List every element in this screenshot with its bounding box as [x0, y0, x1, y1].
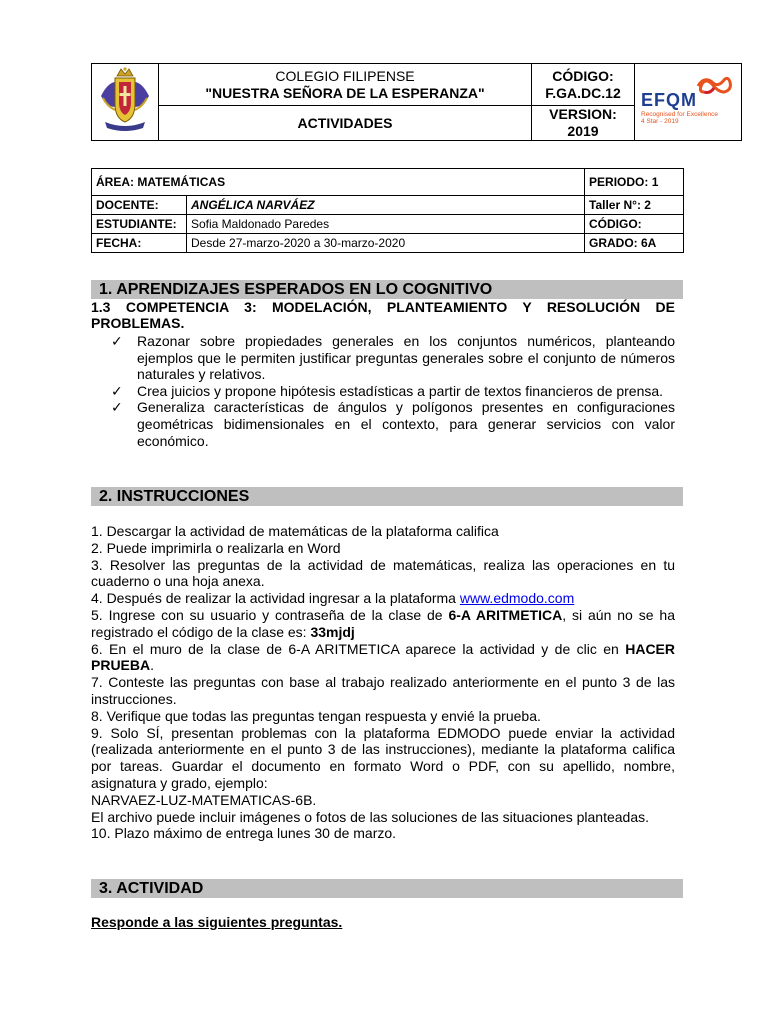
- section-title-actividad: 3. ACTIVIDAD: [91, 879, 683, 898]
- instruction-5: 5. Ingrese con su usuario y contraseña de la clase de 6-A ARITMETICA, si aún no se ha registrado el código de la clase es: 33mjdj: [91, 606, 675, 640]
- instruction-2: 2. Puede imprimirla o realizarla en Word: [91, 539, 341, 556]
- instruction-8: 8. Verifique que todas las preguntas tengan respuesta y envié la prueba.: [91, 707, 541, 724]
- instructions-list: [91, 523, 675, 842]
- instruction-6: 6. En el muro de la clase de 6-A ARITMETICA aparece la actividad y de clic en HACER PRUEBA.: [91, 640, 675, 674]
- grado-cell: GRADO: 6A: [585, 234, 684, 253]
- version-label: VERSION:: [549, 106, 617, 122]
- instruction-3: 3. Resolver las preguntas de la actividad de matemáticas, realiza las operaciones en tu cuaderno o una hoja anexa.: [91, 556, 675, 590]
- instruction-9: 9. Solo SÍ, presentan problemas con la plataforma EDMODO puede enviar la actividad (realizada anteriormente en el punto 3 de las instrucciones), mediante la plataforma califica por tareas. Guardar el documento en formato Word o PDF, con su apellido, nombre, asignatura y grado, ejemplo:: [91, 724, 675, 791]
- document-version: [532, 106, 635, 141]
- check-icon: ✓: [111, 399, 123, 416]
- instruction-9-note: El archivo puede incluir imágenes o fotos de las soluciones de las situaciones planteadas.: [91, 808, 650, 825]
- code-label: CÓDIGO:: [552, 67, 614, 84]
- school-name-line2: "NUESTRA SEÑORA DE LA ESPERANZA": [205, 84, 485, 101]
- efqm-logo: [635, 64, 742, 141]
- student-info-table: [91, 168, 684, 253]
- respond-heading: Responde a las siguientes preguntas.: [91, 914, 343, 930]
- area-cell: ÁREA: MATEMÁTICAS: [92, 169, 585, 196]
- codigo-cell: CÓDIGO:: [585, 215, 684, 234]
- edmodo-link[interactable]: www.edmodo.com: [459, 590, 575, 607]
- crest-icon: [95, 66, 155, 134]
- version-value: 2019: [567, 123, 599, 139]
- instruction-9-example: NARVAEZ-LUZ-MATEMATICAS-6B.: [91, 791, 317, 808]
- instruction-10: 10. Plazo máximo de entrega lunes 30 de marzo.: [91, 825, 397, 842]
- instruction-1: 1. Descargar la actividad de matemáticas de la plataforma califica: [91, 523, 499, 539]
- estudiante-value: Sofia Maldonado Paredes: [187, 215, 585, 234]
- taller-cell: Taller N°: 2: [585, 196, 684, 215]
- code-value: F.GA.DC.12: [545, 84, 621, 101]
- competencia-heading: 1.3 COMPETENCIA 3: MODELACIÓN, PLANTEAMIENTO Y RESOLUCIÓN DE PROBLEMAS.: [91, 299, 675, 331]
- efqm-brand: EFQM: [641, 89, 697, 110]
- fecha-value: Desde 27-marzo-2020 a 30-marzo-2020: [187, 234, 585, 253]
- instruction-4: 4. Después de realizar la actividad ingresar a la plataforma www.edmodo.com: [91, 590, 575, 607]
- docente-value: ANGÉLICA NARVÁEZ: [187, 196, 585, 215]
- efqm-tagline: Recognised for Excellence: [641, 110, 718, 118]
- check-icon: ✓: [111, 333, 123, 349]
- school-name: [159, 64, 532, 106]
- list-item: ✓ Crea juicios y propone hipótesis estadísticas a partir de textos financieros de prensa.: [111, 382, 664, 399]
- periodo-cell: PERIODO: 1: [585, 169, 684, 196]
- document-code: [532, 64, 635, 106]
- list-item: ✓ Generaliza características de ángulos y polígonos presentes en configuraciones geométricas bidimensionales en el contexto, para generar servicios con valor económico.: [111, 399, 675, 449]
- fecha-label: FECHA:: [92, 234, 187, 253]
- section-title-instrucciones: 2. INSTRUCCIONES: [91, 487, 683, 506]
- instruction-7: 7. Conteste las preguntas con base al trabajo realizado anteriormente en el punto 3 de las instrucciones.: [91, 674, 675, 707]
- list-item: ✓ Razonar sobre propiedades generales en los conjuntos numéricos, planteando ejemplos que le permiten justificar preguntas generales sobre el conjunto de números naturales y relativos.: [111, 333, 675, 383]
- activities-title: ACTIVIDADES: [159, 106, 532, 141]
- school-name-line1: COLEGIO FILIPENSE: [275, 67, 415, 84]
- efqm-tagline-year: 4 Star - 2019: [641, 117, 679, 125]
- school-crest-logo: [92, 64, 159, 141]
- check-icon: ✓: [111, 382, 123, 399]
- document-header: [91, 63, 742, 141]
- class-code: 33mjdj: [310, 623, 355, 640]
- section-title-cognitivo: 1. APRENDIZAJES ESPERADOS EN LO COGNITIVO: [91, 280, 683, 299]
- docente-label: DOCENTE:: [92, 196, 187, 215]
- estudiante-label: ESTUDIANTE:: [92, 215, 187, 234]
- learning-outcomes-list: [111, 333, 675, 449]
